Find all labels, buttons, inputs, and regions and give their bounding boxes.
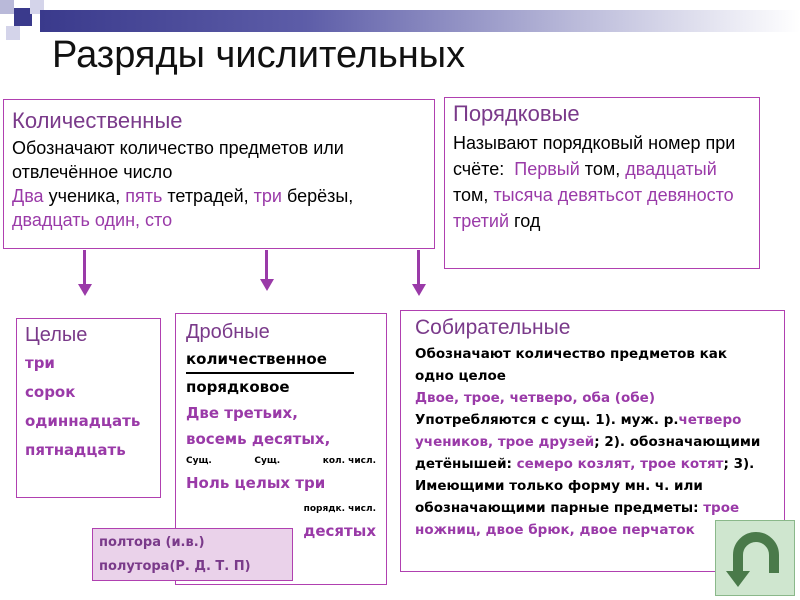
arrow-head <box>260 279 274 291</box>
arrow-line <box>83 250 86 285</box>
pos-label: порядк. числ. <box>303 504 376 514</box>
example-word: Первый <box>514 159 580 179</box>
quantitative-examples <box>12 184 426 232</box>
arrow-head <box>78 284 92 296</box>
example-text: год <box>509 211 541 231</box>
integer-item: три <box>25 354 55 372</box>
integer-item: одиннадцать <box>25 412 141 430</box>
return-arrow-icon <box>716 521 796 597</box>
part-of-speech-labels <box>186 500 376 518</box>
ordinal-box <box>444 97 760 269</box>
example-word: двадцать один, сто <box>12 210 173 230</box>
collective-heading: Собирательные <box>415 316 571 339</box>
integer-item: пятнадцать <box>25 441 126 459</box>
example-text: берёзы, <box>281 186 354 206</box>
quantitative-definition: Обозначают количество предметов или отвлечённое число <box>12 138 344 182</box>
usage-text: ; 3). Имеющими только форму мн. ч. или обозначающими парные предметы: <box>415 456 755 516</box>
fractional-heading: Дробные <box>186 321 270 343</box>
example-word: двадцатый <box>625 159 717 179</box>
example-text: том, <box>453 185 494 205</box>
example-word: три <box>253 186 282 206</box>
usage-example: трое ножниц, двое брюк, двое перчаток <box>415 500 740 538</box>
integers-box <box>16 318 161 498</box>
example-word: тысяча девятьсот девяносто третий <box>453 185 734 231</box>
integers-heading: Целые <box>25 324 88 346</box>
decor-square <box>6 26 20 40</box>
quantitative-heading: Количественные <box>12 108 183 133</box>
collective-examples: Двое, трое, четверо, оба (обе) <box>415 390 655 406</box>
example-text: тетрадей, <box>162 186 254 206</box>
usage-text: ; 2). обозначающими детёнышей: <box>415 434 761 472</box>
arrow-line <box>265 250 268 280</box>
part-of-speech-labels <box>186 452 376 470</box>
fraction-example: Две третьих, <box>186 404 298 422</box>
usage-example: четверо учеников, трое друзей <box>415 412 742 450</box>
pos-label: Сущ. <box>186 456 212 466</box>
usage-example: семеро козлят, трое котят <box>516 456 724 472</box>
ordinal-heading: Порядковые <box>453 101 580 126</box>
pos-label: Сущ. <box>254 456 281 466</box>
header-bar <box>40 10 800 32</box>
definition-text: Называют порядковый номер при счёте: <box>453 133 736 179</box>
ordinal-definition <box>453 130 751 234</box>
fraction-example: десятых <box>303 522 376 540</box>
integer-item: сорок <box>25 383 76 401</box>
example-word: Два <box>12 186 44 206</box>
return-button[interactable] <box>715 520 795 596</box>
usage-text: Употребляются с сущ. 1). муж. р. <box>415 412 679 428</box>
polutora-line: полутора(Р. Д. Т. П) <box>99 559 251 574</box>
pos-label: кол. числ. <box>322 456 376 466</box>
slide-title: Разряды числительных <box>52 34 466 76</box>
polutora-line: полтора (и.в.) <box>99 535 205 550</box>
example-word: пять <box>125 186 163 206</box>
example-text: ученика, <box>43 186 126 206</box>
arrow-head <box>412 284 426 296</box>
example-text: том, <box>579 159 621 179</box>
quantitative-box <box>3 99 435 249</box>
fraction-numerator-label: количественное <box>186 346 354 374</box>
collective-definition: Обозначают количество предметов как одно целое <box>415 346 728 384</box>
polutora-note <box>92 528 293 581</box>
decor-square <box>0 0 14 14</box>
arrow-line <box>417 250 420 285</box>
fraction-denominator-label: порядковое <box>186 378 290 396</box>
fraction-example: восемь десятых, <box>186 430 331 448</box>
fraction-example: Ноль целых три <box>186 474 326 492</box>
